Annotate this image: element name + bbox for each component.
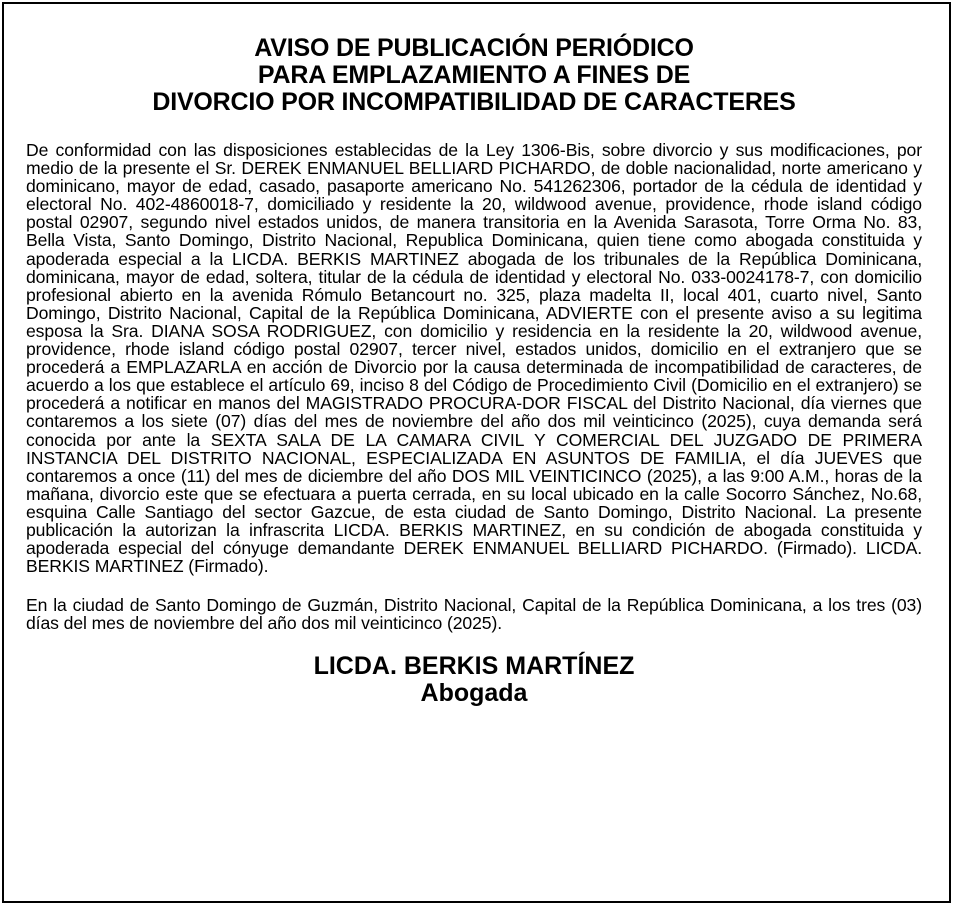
title-line-3: DIVORCIO POR INCOMPATIBILIDAD DE CARACTERES: [152, 88, 796, 116]
signature-block: [26, 653, 922, 707]
signature-role: Abogada: [420, 679, 528, 708]
notice: [26, 35, 922, 707]
title-line-2: PARA EMPLAZAMIENTO A FINES DE: [257, 61, 691, 89]
notice-body: De conformidad con las disposiciones establecidas de la Ley 1306-Bis, sobre divorcio y sus modificaciones, por medio de la presente el Sr. DEREK ENMANUEL BELLIARD PICHARDO, de doble nacionalidad, norte americano y dominicano, mayor de edad, casado, pasaporte americano No. 541262306, portador de la cédula de identidad y electoral No. 402-4860018-7, domiciliado y residente la 20, wildwood avenue, providence, rhode island código postal 02907, segundo nivel estados unidos, de manera transitoria en la Avenida Sarasota, Torre Orma No. 83, Bella Vista, Santo Domingo, Distrito Nacional, Republica Dominicana, quien tiene como abogada constituida y apoderada especial a la LICDA. BERKIS MARTINEZ abogada de los tribunales de la República Dominicana, dominicana, mayor de edad, soltera, titular de la cédula de identidad y electoral No. 033-0024178-7, con domicilio profesional abierto en la avenida Rómulo Betancourt no. 325, plaza madelta II, local 401, cuarto nivel, Santo Domingo, Distrito Nacional, Capital de la República Dominicana, ADVIERTE con el presente aviso a su legitima esposa la Sra. DIANA SOSA RODRIGUEZ, con domicilio y residencia en la residente la 20, wildwood avenue, providence, rhode island código postal 02907, tercer nivel, estados unidos, domicilio en el extranjero que se procederá a EMPLAZARLA en acción de Divorcio por la causa determinada de incompatibilidad de caracteres, de acuerdo a los que establece el artículo 69, inciso 8 del Código de Procedimiento Civil (Domicilio en el extranjero) se procederá a notificar en manos del MAGISTRADO PROCURA-DOR FISCAL del Distrito Nacional, día viernes que contaremos a los siete (07) días del mes de noviembre del año dos mil veinticinco (2025), cuya demanda será conocida por ante la SEXTA SALA DE LA CAMARA CIVIL Y COMERCIAL DEL JUZGADO DE PRIMERA INSTANCIA DEL DISTRITO NACIONAL, ESPECIALIZADA EN ASUNTOS DE FAMILIA, el día JUEVES que contaremos a once (11) del mes de diciembre del año DOS MIL VEINTICINCO (2025), a las 9:00 A.M., horas de la mañana, divorcio este que se efectuara a puerta cerrada, en su local ubicado en la calle Socorro Sánchez, No.68, esquina Calle Santiago del sector Gazcue, de esta ciudad de Santo Domingo, Distrito Nacional. La presente publicación la autorizan la infrascrita LICDA. BERKIS MARTINEZ, en su condición de abogada constituida y apoderada especial del cónyuge demandante DEREK ENMANUEL BELLIARD PICHARDO. (Firmado). LICDA. BERKIS MARTINEZ (Firmado).: [26, 140, 922, 577]
signature-name: LICDA. BERKIS MARTÍNEZ: [313, 652, 635, 681]
notice-closing: En la ciudad de Santo Domingo de Guzmán, Distrito Nacional, Capital de la República Dominicana, a los tres (03) días del mes de noviembre del año dos mil veinticinco (2025).: [26, 595, 922, 634]
notice-title: [26, 35, 922, 116]
title-line-1: AVISO DE PUBLICACIÓN PERIÓDICO: [254, 34, 694, 62]
